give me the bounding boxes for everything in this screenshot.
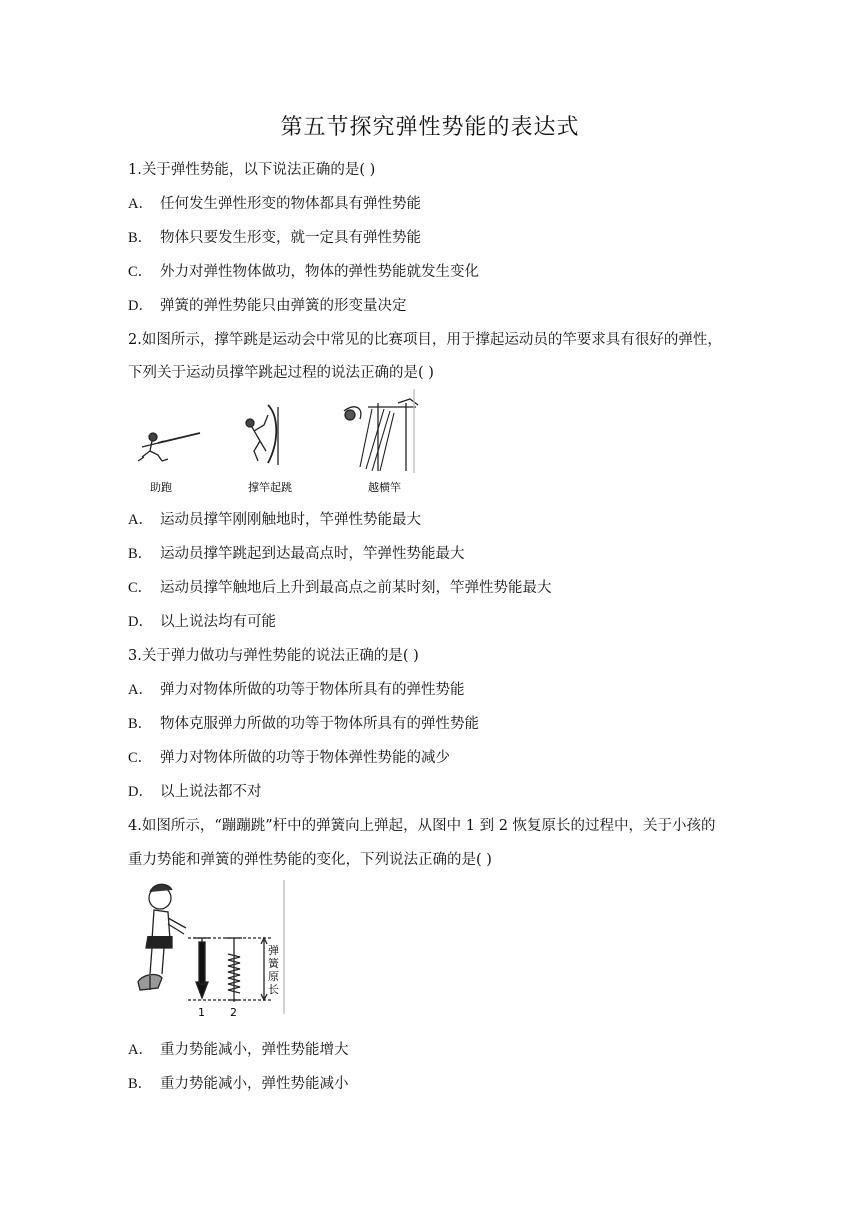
- option-letter: C．: [128, 750, 153, 766]
- option-letter: C．: [128, 264, 153, 280]
- option-letter: D．: [128, 784, 153, 800]
- figure-caption-run: 助跑: [150, 481, 172, 494]
- option-letter: B．: [128, 716, 153, 732]
- question-3-option-d: [128, 780, 262, 801]
- question-2-option-d: [128, 610, 276, 631]
- option-text: 运动员撑竿跳起到达最高点时，竿弹性势能最大: [160, 546, 465, 562]
- option-letter: B．: [128, 1076, 153, 1092]
- pole-plant-figure: [246, 405, 278, 465]
- figure-caption-over-bar: 越横竿: [368, 481, 401, 494]
- over-bar-figure: [344, 389, 418, 473]
- option-text: 外力对弹性物体做功，物体的弹性势能就发生变化: [160, 264, 479, 280]
- question-1-stem: 1.关于弹性势能，以下说法正确的是( ): [128, 162, 376, 178]
- pogo-stick-figure: [128, 878, 288, 1018]
- figure-caption-plant: 撑竿起跳: [248, 481, 292, 494]
- option-text: 弹力对物体所做的功等于物体所具有的弹性势能: [160, 682, 465, 698]
- pogo-stick-compressed: [194, 938, 210, 998]
- option-text: 运动员撑竿触地后上升到最高点之前某时刻，竿弹性势能最大: [160, 580, 552, 596]
- option-letter: C．: [128, 580, 153, 596]
- option-text: 任何发生弹性形变的物体都具有弹性势能: [160, 196, 421, 212]
- question-1-option-b: [128, 226, 421, 247]
- question-2-option-b: [128, 542, 465, 563]
- spring-label-char-4: 长: [268, 983, 279, 996]
- question-1-option-d: [128, 294, 407, 315]
- option-letter: B．: [128, 546, 153, 562]
- option-letter: A．: [128, 1042, 153, 1058]
- option-text: 物体只要发生形变，就一定具有弹性势能: [160, 230, 421, 246]
- option-letter: D．: [128, 298, 153, 314]
- option-letter: A．: [128, 512, 153, 528]
- option-text: 以上说法都不对: [160, 784, 262, 800]
- question-3-option-c: [128, 746, 450, 767]
- option-text: 以上说法均有可能: [160, 614, 276, 630]
- page-title: 第五节探究弹性势能的表达式: [280, 115, 580, 140]
- question-4-stem-line-2: 重力势能和弹簧的弹性势能的变化，下列说法正确的是( ): [128, 852, 492, 868]
- option-text: 重力势能减小，弹性势能增大: [160, 1042, 349, 1058]
- pogo-stick-original-length: [226, 938, 242, 1002]
- question-4-option-b: [128, 1072, 349, 1093]
- pole-vault-figure: [128, 385, 428, 497]
- spring-label-char-1: 弹: [268, 944, 279, 957]
- question-2-option-a: [128, 508, 421, 529]
- spring-label-char-3: 原: [268, 970, 279, 983]
- option-letter: D．: [128, 614, 153, 630]
- question-1-option-c: [128, 260, 479, 281]
- option-text: 重力势能减小，弹性势能减小: [160, 1076, 349, 1092]
- question-2-option-c: [128, 576, 552, 597]
- question-3-option-a: [128, 678, 465, 699]
- question-1-option-a: [128, 192, 421, 213]
- question-4-stem-line-1: 4.如图所示，“蹦蹦跳”杆中的弹簧向上弹起，从图中 1 到 2 恢复原长的过程中，关于小孩的: [128, 818, 716, 834]
- option-text: 运动员撑竿刚刚触地时，竿弹性势能最大: [160, 512, 421, 528]
- option-letter: A．: [128, 682, 153, 698]
- runner-figure: [138, 433, 200, 461]
- option-text: 弹簧的弹性势能只由弹簧的形变量决定: [160, 298, 407, 314]
- stick-label-1: 1: [198, 1006, 205, 1018]
- question-4-option-a: [128, 1038, 349, 1059]
- option-text: 弹力对物体所做的功等于物体弹性势能的减少: [160, 750, 450, 766]
- question-3-stem: 3.关于弹力做功与弹性势能的说法正确的是( ): [128, 648, 419, 664]
- option-text: 物体克服弹力所做的功等于物体所具有的弹性势能: [160, 716, 479, 732]
- question-2-stem-line-2: 下列关于运动员撑竿跳起过程的说法正确的是( ): [128, 365, 434, 381]
- option-letter: B．: [128, 230, 153, 246]
- question-2-stem-line-1: 2.如图所示，撑竿跳是运动会中常见的比赛项目，用于撑起运动员的竿要求具有很好的弹性，: [128, 332, 722, 348]
- child-figure: [138, 884, 186, 990]
- stick-label-2: 2: [230, 1006, 237, 1018]
- spring-label-char-2: 簧: [268, 957, 279, 970]
- option-letter: A．: [128, 196, 153, 212]
- question-3-option-b: [128, 712, 479, 733]
